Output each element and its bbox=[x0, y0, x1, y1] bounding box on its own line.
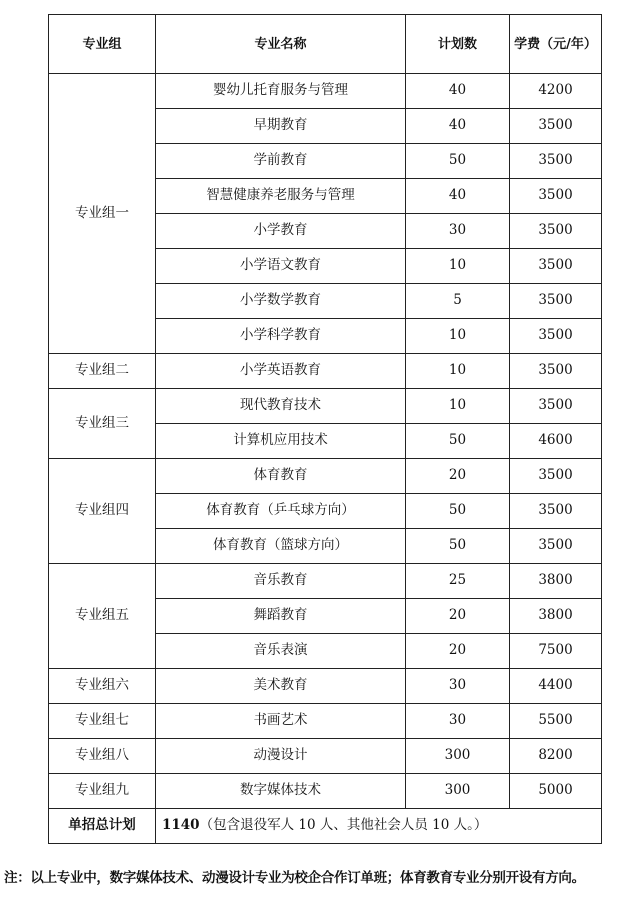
table-row bbox=[49, 354, 602, 389]
table-row bbox=[49, 74, 602, 109]
fee-cell: 3500 bbox=[510, 144, 602, 179]
total-detail: （包含退役军人 10 人、其他社会人员 10 人。） bbox=[199, 817, 488, 834]
fee-cell: 7500 bbox=[510, 634, 602, 669]
major-cell: 舞蹈教育 bbox=[156, 599, 406, 634]
major-cell: 小学英语教育 bbox=[156, 354, 406, 389]
group-cell: 专业组六 bbox=[49, 669, 156, 704]
quota-cell: 50 bbox=[406, 494, 510, 529]
major-cell: 小学科学教育 bbox=[156, 319, 406, 354]
header-row bbox=[49, 15, 602, 74]
fee-cell: 8200 bbox=[510, 739, 602, 774]
total-value-cell bbox=[156, 809, 602, 844]
fee-cell: 3500 bbox=[510, 529, 602, 564]
major-cell: 动漫设计 bbox=[156, 739, 406, 774]
major-cell: 婴幼儿托育服务与管理 bbox=[156, 74, 406, 109]
fee-cell: 3500 bbox=[510, 214, 602, 249]
quota-cell: 10 bbox=[406, 319, 510, 354]
quota-cell: 50 bbox=[406, 144, 510, 179]
table-row bbox=[49, 669, 602, 704]
quota-cell: 10 bbox=[406, 354, 510, 389]
header-quota: 计划数 bbox=[406, 15, 510, 74]
major-cell: 小学数学教育 bbox=[156, 284, 406, 319]
fee-cell: 5500 bbox=[510, 704, 602, 739]
group-cell: 专业组二 bbox=[49, 354, 156, 389]
major-cell: 体育教育（篮球方向） bbox=[156, 529, 406, 564]
quota-cell: 20 bbox=[406, 599, 510, 634]
major-cell: 计算机应用技术 bbox=[156, 424, 406, 459]
quota-cell: 20 bbox=[406, 459, 510, 494]
fee-cell: 4200 bbox=[510, 74, 602, 109]
quota-cell: 40 bbox=[406, 74, 510, 109]
fee-cell: 3500 bbox=[510, 494, 602, 529]
group-cell: 专业组三 bbox=[49, 389, 156, 459]
fee-cell: 4400 bbox=[510, 669, 602, 704]
footnote: 注：以上专业中，数字媒体技术、动漫设计专业为校企合作订单班；体育教育专业分别开设有方向。 bbox=[4, 870, 585, 886]
major-cell: 早期教育 bbox=[156, 109, 406, 144]
quota-cell: 300 bbox=[406, 739, 510, 774]
major-cell: 美术教育 bbox=[156, 669, 406, 704]
major-cell: 体育教育（乒乓球方向） bbox=[156, 494, 406, 529]
quota-cell: 40 bbox=[406, 109, 510, 144]
total-label: 单招总计划 bbox=[49, 809, 156, 844]
fee-cell: 3800 bbox=[510, 564, 602, 599]
fee-cell: 3500 bbox=[510, 459, 602, 494]
header-group: 专业组 bbox=[49, 15, 156, 74]
table-row bbox=[49, 739, 602, 774]
group-cell: 专业组九 bbox=[49, 774, 156, 809]
quota-cell: 10 bbox=[406, 249, 510, 284]
fee-cell: 3500 bbox=[510, 319, 602, 354]
fee-cell: 3500 bbox=[510, 179, 602, 214]
quota-cell: 30 bbox=[406, 214, 510, 249]
total-value: 1140 bbox=[162, 817, 200, 834]
quota-cell: 5 bbox=[406, 284, 510, 319]
quota-cell: 10 bbox=[406, 389, 510, 424]
table-row bbox=[49, 774, 602, 809]
major-cell: 音乐表演 bbox=[156, 634, 406, 669]
quota-cell: 50 bbox=[406, 529, 510, 564]
fee-cell: 3500 bbox=[510, 284, 602, 319]
fee-cell: 3500 bbox=[510, 389, 602, 424]
quota-cell: 50 bbox=[406, 424, 510, 459]
group-cell: 专业组一 bbox=[49, 74, 156, 354]
major-cell: 小学语文教育 bbox=[156, 249, 406, 284]
major-cell: 现代教育技术 bbox=[156, 389, 406, 424]
quota-cell: 25 bbox=[406, 564, 510, 599]
fee-cell: 4600 bbox=[510, 424, 602, 459]
fee-cell: 3500 bbox=[510, 249, 602, 284]
major-cell: 数字媒体技术 bbox=[156, 774, 406, 809]
major-cell: 书画艺术 bbox=[156, 704, 406, 739]
group-cell: 专业组五 bbox=[49, 564, 156, 669]
major-cell: 学前教育 bbox=[156, 144, 406, 179]
header-fee: 学费（元/年） bbox=[510, 15, 602, 74]
fee-cell: 5000 bbox=[510, 774, 602, 809]
enrollment-plan-table bbox=[48, 14, 602, 844]
fee-cell: 3500 bbox=[510, 354, 602, 389]
table-row bbox=[49, 564, 602, 599]
major-cell: 音乐教育 bbox=[156, 564, 406, 599]
table-row bbox=[49, 459, 602, 494]
total-row bbox=[49, 809, 602, 844]
quota-cell: 30 bbox=[406, 704, 510, 739]
fee-cell: 3500 bbox=[510, 109, 602, 144]
header-major: 专业名称 bbox=[156, 15, 406, 74]
major-cell: 体育教育 bbox=[156, 459, 406, 494]
quota-cell: 40 bbox=[406, 179, 510, 214]
quota-cell: 20 bbox=[406, 634, 510, 669]
group-cell: 专业组七 bbox=[49, 704, 156, 739]
major-cell: 小学教育 bbox=[156, 214, 406, 249]
major-cell: 智慧健康养老服务与管理 bbox=[156, 179, 406, 214]
group-cell: 专业组四 bbox=[49, 459, 156, 564]
quota-cell: 30 bbox=[406, 669, 510, 704]
table-row bbox=[49, 389, 602, 424]
quota-cell: 300 bbox=[406, 774, 510, 809]
fee-cell: 3800 bbox=[510, 599, 602, 634]
group-cell: 专业组八 bbox=[49, 739, 156, 774]
table-row bbox=[49, 704, 602, 739]
